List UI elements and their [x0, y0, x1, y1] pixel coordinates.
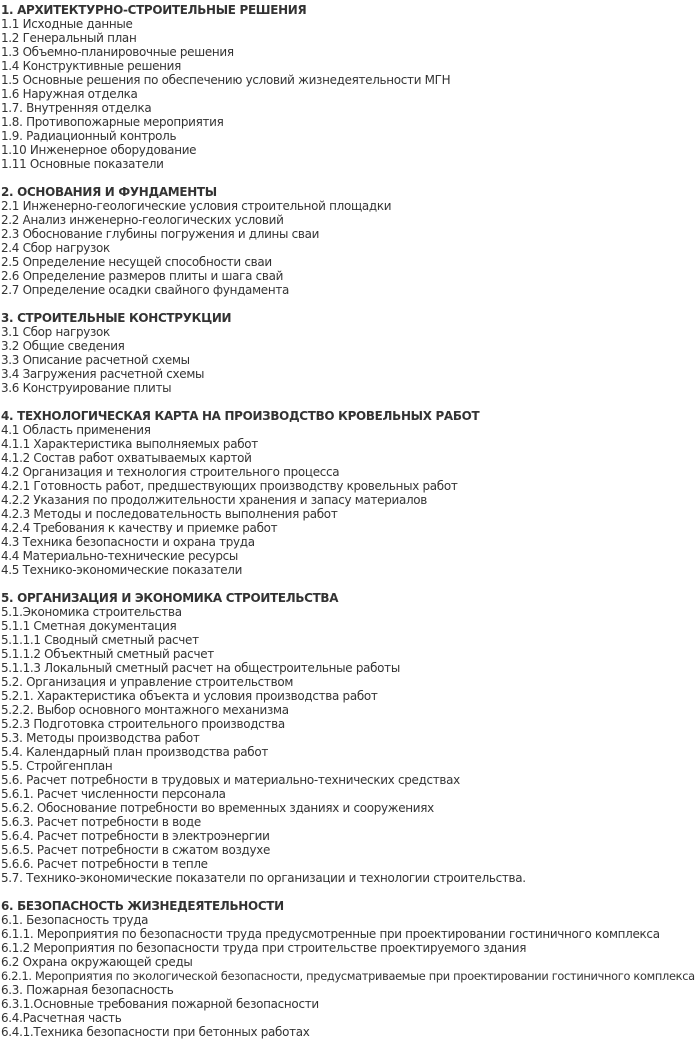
section-organization-economics	[1, 591, 700, 885]
toc-item: 1.2 Генеральный план	[1, 31, 137, 45]
toc-item: 1.5 Основные решения по обеспечению условий жизнедеятельности МГН	[1, 73, 451, 87]
section-architecture	[1, 3, 700, 171]
section-title: 4. ТЕХНОЛОГИЧЕСКАЯ КАРТА НА ПРОИЗВОДСТВО КРОВЕЛЬНЫХ РАБОТ	[1, 409, 480, 423]
toc-item: 4.1 Область применения	[1, 423, 151, 437]
toc-item: 5.6.6. Расчет потребности в тепле	[1, 857, 208, 871]
toc-item: 4.2.1 Готовность работ, предшествующих производству кровельных работ	[1, 479, 458, 493]
toc-item: 4.1.2 Состав работ охватываемых картой	[1, 451, 252, 465]
toc-item: 4.3 Техника безопасности и охрана труда	[1, 535, 255, 549]
toc-item: 3.2 Общие сведения	[1, 339, 125, 353]
toc-item: 2.2 Анализ инженерно-геологических условий	[1, 213, 284, 227]
toc-item: 6.3. Пожарная безопасность	[1, 983, 174, 997]
toc-item: 3.3 Описание расчетной схемы	[1, 353, 190, 367]
toc-item: 5.1.1 Сметная документация	[1, 619, 177, 633]
toc-item: 6.1.2 Мероприятия по безопасности труда при строительстве проектируемого здания	[1, 941, 527, 955]
toc-item: 1.3 Объемно-планировочные решения	[1, 45, 234, 59]
toc-item: 5.2.2. Выбор основного монтажного механизма	[1, 703, 289, 717]
toc-item: 5.1.1.2 Объектный сметный расчет	[1, 647, 214, 661]
toc-item: 5.6.2. Обоснование потребности во временных зданиях и сооружениях	[1, 801, 434, 815]
toc-item: 6.2.1. Мероприятия по экологической безопасности, предусматриваемые при проектировании гостиничного комплекса	[1, 969, 695, 983]
toc-item: 2.5 Определение несущей способности сваи	[1, 255, 272, 269]
toc-item: 4.2.3 Методы и последовательность выполнения работ	[1, 507, 338, 521]
toc-item: 5.6.4. Расчет потребности в электроэнергии	[1, 829, 270, 843]
toc-item: 5.2.3 Подготовка строительного производства	[1, 717, 285, 731]
toc-item: 2.6 Определение размеров плиты и шага свай	[1, 269, 284, 283]
toc-item: 5.4. Календарный план производства работ	[1, 745, 268, 759]
toc-item: 6.1.1. Мероприятия по безопасности труда предусмотренные при проектировании гостиничного комплекса	[1, 927, 660, 941]
section-life-safety	[1, 899, 700, 1039]
toc-item: 5.5. Стройгенплан	[1, 759, 113, 773]
toc-item: 5.7. Технико-экономические показатели по организации и технологии строительства.	[1, 871, 526, 885]
toc-item: 6.2 Охрана окружающей среды	[1, 955, 193, 969]
toc-item: 3.6 Конструирование плиты	[1, 381, 172, 395]
toc-item: 1.6 Наружная отделка	[1, 87, 138, 101]
toc-item: 3.1 Сбор нагрузок	[1, 325, 110, 339]
toc-item: 4.2 Организация и технология строительного процесса	[1, 465, 340, 479]
toc-item: 5.1.1.3 Локальный сметный расчет на общестроительные работы	[1, 661, 400, 675]
toc-item: 6.4.1.Техника безопасности при бетонных работах	[1, 1025, 310, 1039]
section-structures	[1, 311, 700, 395]
toc-item: 2.3 Обоснование глубины погружения и длины сваи	[1, 227, 320, 241]
toc-item: 4.2.2 Указания по продолжительности хранения и запасу материалов	[1, 493, 428, 507]
toc-item: 4.2.4 Требования к качеству и приемке работ	[1, 521, 278, 535]
toc-item: 1.8. Противопожарные мероприятия	[1, 115, 224, 129]
toc-item: 1.9. Радиационный контроль	[1, 129, 177, 143]
toc-item: 5.3. Методы производства работ	[1, 731, 200, 745]
toc-item: 5.6. Расчет потребности в трудовых и материально-технических средствах	[1, 773, 460, 787]
section-title: 1. АРХИТЕКТУРНО-СТРОИТЕЛЬНЫЕ РЕШЕНИЯ	[1, 3, 307, 17]
toc-item: 5.6.5. Расчет потребности в сжатом воздухе	[1, 843, 271, 857]
toc-item: 5.1.1.1 Сводный сметный расчет	[1, 633, 199, 647]
section-title: 3. СТРОИТЕЛЬНЫЕ КОНСТРУКЦИИ	[1, 311, 232, 325]
toc-item: 2.4 Сбор нагрузок	[1, 241, 110, 255]
toc-item: 4.4 Материально-технические ресурсы	[1, 549, 239, 563]
section-title: 2. ОСНОВАНИЯ И ФУНДАМЕНТЫ	[1, 185, 217, 199]
toc-item: 1.10 Инженерное оборудование	[1, 143, 197, 157]
toc-item: 6.4.Расчетная часть	[1, 1011, 122, 1025]
toc-item: 5.6.3. Расчет потребности в воде	[1, 815, 201, 829]
toc-item: 4.5 Технико-экономические показатели	[1, 563, 243, 577]
section-title: 6. БЕЗОПАСНОСТЬ ЖИЗНЕДЕЯТЕЛЬНОСТИ	[1, 899, 284, 913]
toc-item: 5.6.1. Расчет численности персонала	[1, 787, 226, 801]
toc-item: 6.1. Безопасность труда	[1, 913, 149, 927]
toc-item: 5.1.Экономика строительства	[1, 605, 182, 619]
toc-item: 2.1 Инженерно-геологические условия строительной площадки	[1, 199, 392, 213]
toc-item: 1.11 Основные показатели	[1, 157, 164, 171]
toc-item: 4.1.1 Характеристика выполняемых работ	[1, 437, 258, 451]
section-tech-map	[1, 409, 700, 577]
section-foundations	[1, 185, 700, 297]
toc-item: 5.2. Организация и управление строительством	[1, 675, 294, 689]
toc-item: 1.1 Исходные данные	[1, 17, 133, 31]
section-title: 5. ОРГАНИЗАЦИЯ И ЭКОНОМИКА СТРОИТЕЛЬСТВА	[1, 591, 339, 605]
toc-item: 5.2.1. Характеристика объекта и условия производства работ	[1, 689, 378, 703]
toc-item: 1.7. Внутренняя отделка	[1, 101, 152, 115]
toc-item: 6.3.1.Основные требования пожарной безопасности	[1, 997, 319, 1011]
toc-item: 1.4 Конструктивные решения	[1, 59, 181, 73]
toc-item: 2.7 Определение осадки свайного фундамента	[1, 283, 289, 297]
toc-item: 3.4 Загружения расчетной схемы	[1, 367, 205, 381]
